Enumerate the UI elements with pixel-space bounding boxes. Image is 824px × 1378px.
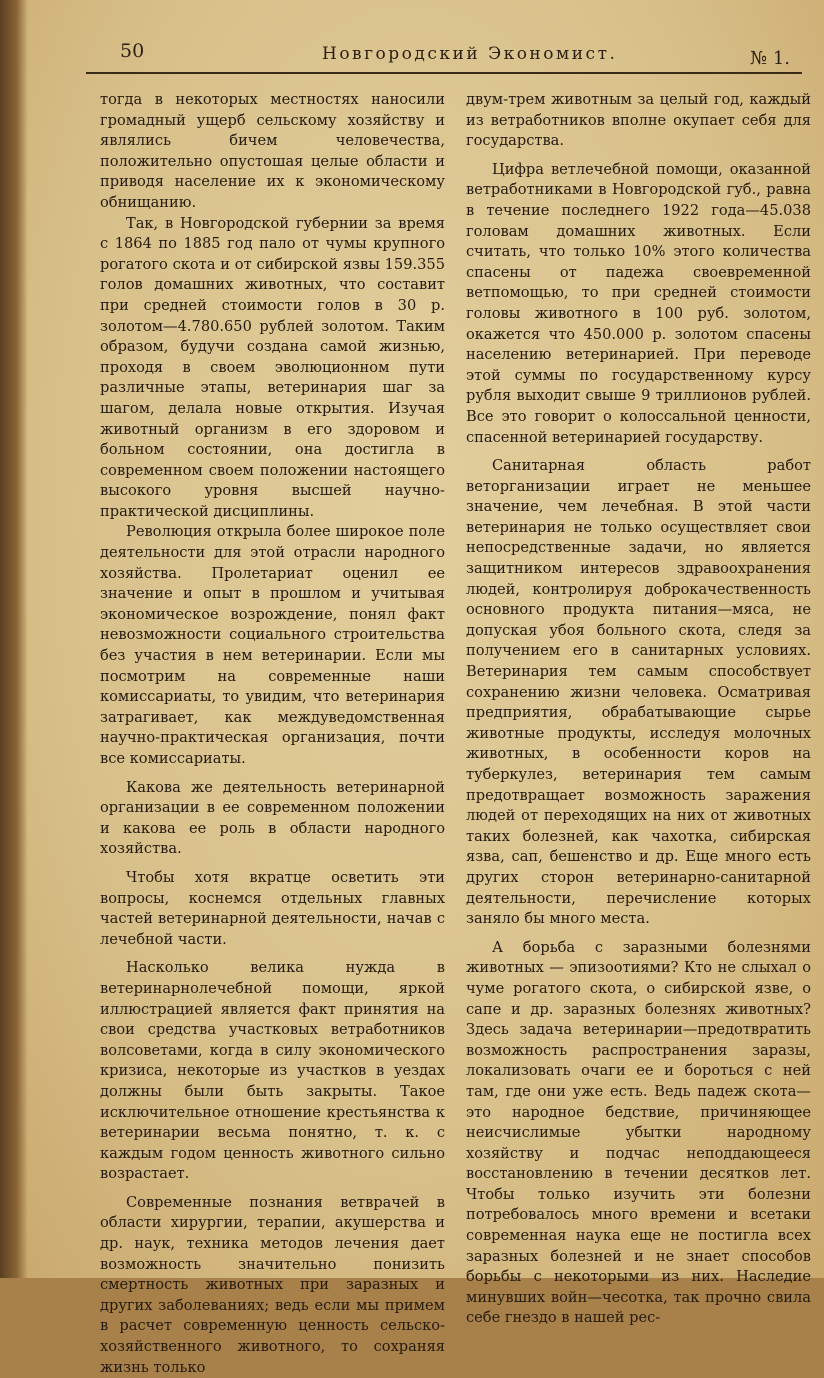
book-binding-edge	[0, 0, 28, 1278]
paragraph: Насколько велика нужда в ветеринарнолечебной помощи, яркой иллюстрацией является факт принятия на свои средства участковых ветработников волсоветами, когда в силу экономического кризиса, некоторые из участков в уездах должны были быть закрыты. Такое исключительное отношение крестьянства к ветеринарии весьма понятно, т. к. с каждым годом ценность животного сильно возрастает.	[100, 959, 445, 1183]
paragraph: Санитарная область работ веторганизации играет не меньшее значение, чем лечебная. В этой части ветеринария не только осуществляет свои непосредственные задачи, но является защитником интересов здравоохранения людей, контролируя доброкачественность основного продукта питания—мяса, не допуская убоя больного скота, следя за получением его в санитарных условиях. Ветеринария тем самым способствует сохранению жизни человека. Осматривая предприятия, обрабатывающие сырье животные продукты, исследуя молочных животных, в особенности коров на туберкулез, ветеринария тем самым предотвращает возможность заражения людей от переходящих на них от животных таких болезней, как чахотка, сибирская язва, сап, бешенство и др. Еще много есть других сторон ветеринарно-санитарной деятельности, перечисление которых заняло бы много места.	[466, 457, 811, 928]
paragraph: А борьба с заразными болезнями животных — эпизоотиями? Кто не слыхал о чуме рогатого скота, о сибирской язве, о сапе и др. заразных болезнях животных? Здесь задача ветеринарии—предотвратить возможность распространения заразы, локализовать очаги ее и бороться с ней там, где они уже есть. Ведь падеж скота—это народное бедствие, причиняющее неисчислимые убытки народному хозяйству и подчас неподдающееся восстановлению в течении десятков лет. Чтобы только изучить эти болезни потребовалось много времени и всетаки современная наука еще не постигла всех заразных болезней и не знает способов борьбы с некоторыми из них. Наследие минувших войн—чесотка, так прочно свила себе гнездо в нашей рес-	[466, 938, 811, 1327]
paragraph: Современные познания ветврачей в области хирургии, терапии, акушерства и др. наук, техника методов лечения дает возможность значительно понизить смертность животных при заразных и других заболеваниях; ведь если мы примем в расчет современную ценность сельско-хозяйственного животного, то сохраняя жизнь только	[100, 1193, 445, 1376]
issue-number: № 1.	[750, 48, 790, 69]
paragraph: Чтобы хотя вкратце осветить эти вопросы, коснемся отдельных главных частей ветеринарной деятельности, начав с лечебной части.	[100, 868, 445, 948]
paragraph: двум-трем животным за целый год, каждый из ветработников вполне окупает себя для государства.	[466, 91, 811, 150]
page-number: 50	[120, 40, 145, 62]
page-header	[86, 38, 802, 74]
paragraph: Какова же деятельность ветеринарной организации в ее современном положении и какова ее роль в области народного хозяйства.	[100, 778, 445, 858]
journal-title: Новгородский Экономист.	[322, 44, 618, 64]
left-column	[100, 90, 445, 1378]
paragraph: Так, в Новгородской губернии за время с 1864 по 1885 год пало от чумы крупного рогатого скота и от сибирской язвы 159.355 голов домашних животных, что составит при средней стоимости голов в 30 р. золотом—4.780.650 рублей золотом. Таким образом, будучи создана самой жизнью, проходя в своем эволюционном пути различные этапы, ветеринария шаг за шагом, делала новые открытия. Изучая животный организм в его здоровом и больном состоянии, она достигла в современном своем положении настоящего высокого уровня высшей научно-практической дисциплины.	[100, 214, 445, 520]
paragraph: Цифра ветлечебной помощи, оказанной ветработниками в Новгородской губ., равна в течение последнего 1922 года—45.038 головам домашних животных. Если считать, что только 10% этого количества спасены от падежа своевременной ветпомощью, то при средней стоимости головы животного в 100 руб. золотом, окажется что 450.000 р. золотом спасены населению ветеринарией. При переводе этой суммы по государственному курсу рубля выходит свыше 9 триллионов рублей. Все это говорит о колоссальной ценности, спасенной ветеринарией государству.	[466, 160, 811, 446]
paragraph: тогда в некоторых местностях наносили громадный ущерб сельскому хозяйству и являлись бичем человечества, положительно опустошая целые области и приводя население их к экономическому обнищанию.	[100, 91, 445, 211]
paragraph: Революция открыла более широкое поле деятельности для этой отрасли народного хозяйства. Пролетариат оценил ее значение и опыт в прошлом и учитывая экономическое возрождение, понял факт невозможности социального строительства без участия в нем ветеринарии. Если мы посмотрим на современные наши комиссариаты, то увидим, что ветеринария затрагивает, как междуведомственная научно-практическая организация, почти все комиссариаты.	[100, 523, 445, 767]
right-column	[466, 90, 811, 1329]
